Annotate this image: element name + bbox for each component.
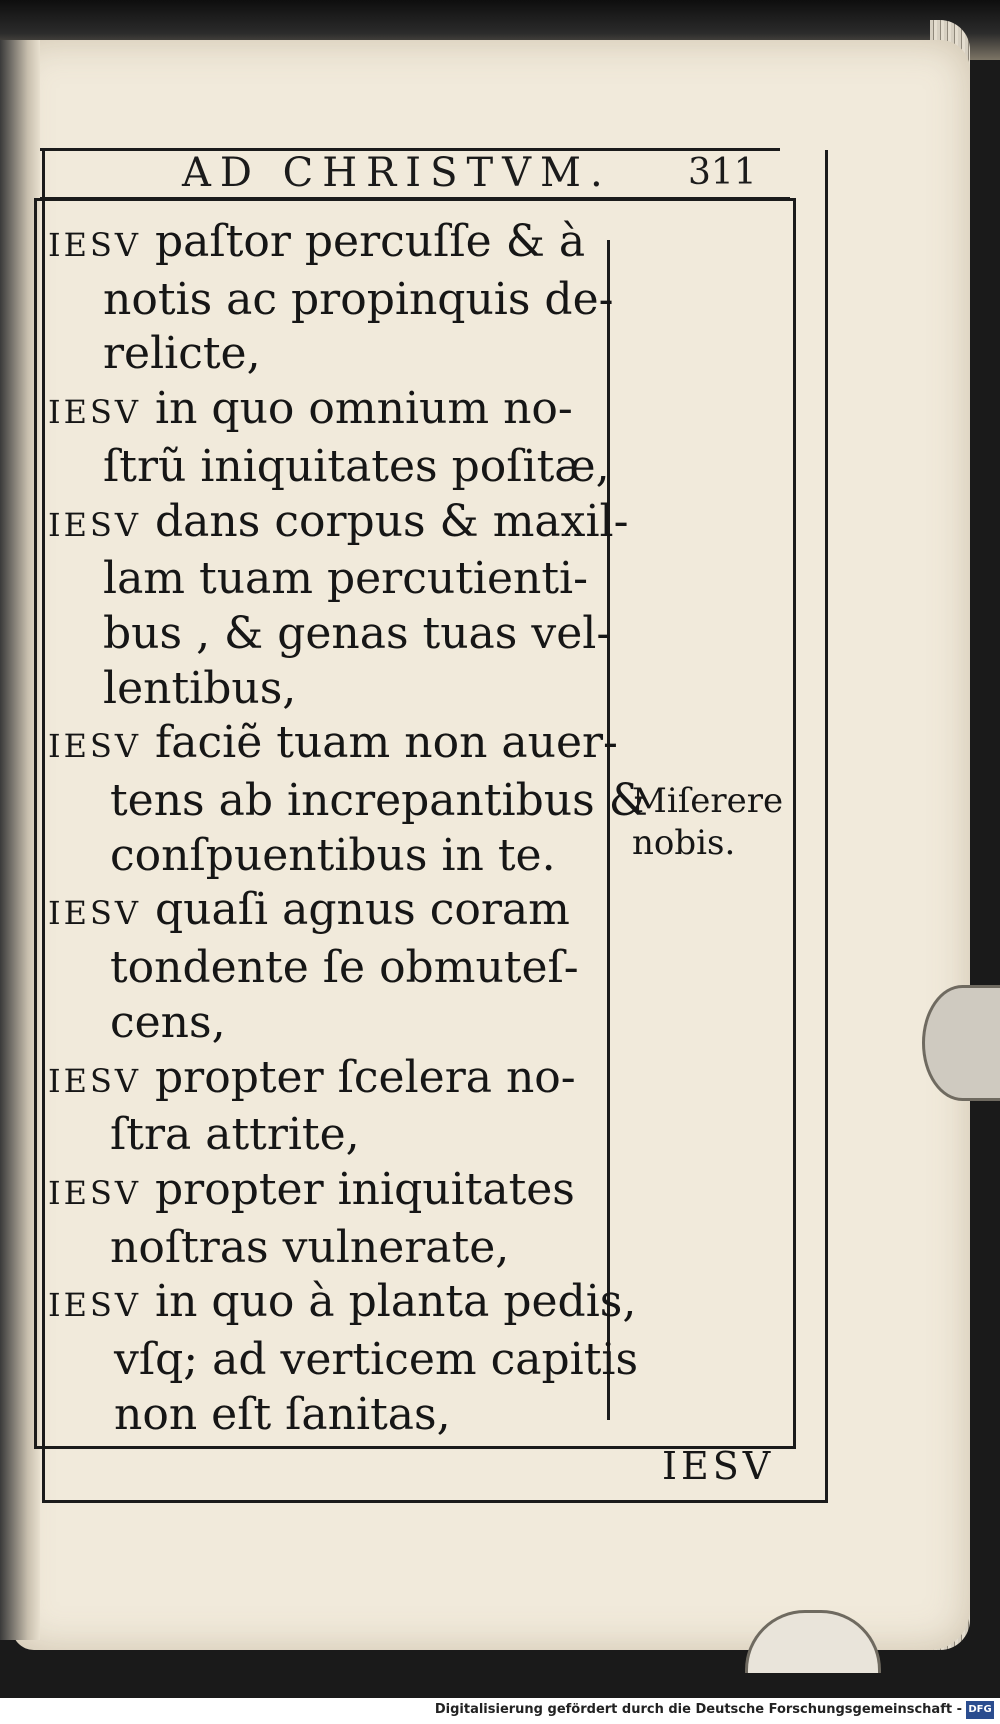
text-line bbox=[48, 941, 608, 996]
invocation-word: IESV bbox=[48, 1061, 142, 1100]
line-text: propter ſcelera no- bbox=[141, 1051, 576, 1103]
litany-text bbox=[48, 215, 648, 1442]
line-text: non eſt ſanitas, bbox=[114, 1388, 451, 1440]
text-line bbox=[48, 607, 612, 662]
line-text: ſtrũ iniquitates poſitæ, bbox=[103, 440, 610, 492]
line-text: quaſi agnus coram bbox=[141, 884, 570, 936]
text-line bbox=[48, 1275, 637, 1333]
invocation-word: IESV bbox=[48, 894, 142, 933]
text-line bbox=[48, 1388, 608, 1443]
line-text: lam tuam percutienti- bbox=[103, 553, 588, 605]
clasp-right bbox=[922, 985, 1000, 1101]
line-text: tens ab increpantibus & bbox=[110, 775, 648, 827]
dfg-logo: DFG bbox=[966, 1701, 994, 1719]
text-line bbox=[48, 1108, 608, 1163]
invocation-word: IESV bbox=[48, 1286, 142, 1325]
text-line bbox=[48, 774, 648, 829]
text-line bbox=[48, 829, 608, 884]
page-number: 311 bbox=[688, 152, 757, 193]
line-text: in quo omnium no- bbox=[141, 383, 573, 435]
line-text: paſtor percuſſe & à bbox=[141, 216, 586, 267]
text-line bbox=[48, 716, 618, 774]
line-text: faciẽ tuam non auer- bbox=[141, 717, 618, 769]
invocation-word: IESV bbox=[48, 727, 142, 766]
text-line bbox=[48, 662, 608, 717]
text-line bbox=[48, 273, 614, 328]
invocation-word: IESV bbox=[48, 1173, 142, 1212]
text-line bbox=[48, 552, 608, 607]
line-text: noſtras vulnerate, bbox=[110, 1221, 510, 1273]
text-line bbox=[48, 1163, 608, 1221]
invocation-word: IESV bbox=[48, 226, 142, 264]
text-line bbox=[48, 327, 608, 382]
text-line bbox=[48, 996, 608, 1051]
line-text: cens, bbox=[110, 996, 226, 1048]
digitization-footer bbox=[0, 1698, 1000, 1724]
refrain bbox=[632, 780, 783, 864]
invocation-word: IESV bbox=[48, 393, 142, 432]
line-text: vſq; ad verticem capitis bbox=[114, 1334, 639, 1386]
line-text: relicte, bbox=[103, 328, 261, 380]
line-text: notis ac propinquis de- bbox=[103, 273, 614, 325]
text-line bbox=[48, 215, 608, 273]
catchword: IESV bbox=[662, 1444, 775, 1488]
refrain-line-1: Miſerere bbox=[632, 781, 784, 821]
line-text: dans corpus & maxil- bbox=[141, 495, 629, 547]
line-text: lentibus, bbox=[103, 662, 297, 714]
text-line bbox=[48, 1221, 608, 1276]
line-text: conſpuentibus in te. bbox=[110, 829, 556, 881]
text-line bbox=[48, 382, 608, 440]
refrain-line-2: nobis. bbox=[632, 823, 736, 863]
header-rule-lower bbox=[40, 197, 790, 199]
text-line bbox=[48, 440, 608, 495]
invocation-word: IESV bbox=[48, 505, 142, 544]
line-text: in quo à planta pedis, bbox=[141, 1276, 637, 1328]
text-line bbox=[48, 883, 608, 941]
text-line bbox=[48, 495, 629, 553]
text-line bbox=[48, 1051, 608, 1109]
line-text: propter iniquitates bbox=[141, 1163, 575, 1215]
footer-credit: Digitalisierung gefördert durch die Deutsche Forschungsgemeinschaft - bbox=[434, 1702, 962, 1717]
line-text: bus , & genas tuas vel- bbox=[103, 607, 612, 659]
line-text: ſtra attrite, bbox=[110, 1109, 360, 1161]
running-title: AD CHRISTVM. bbox=[182, 150, 612, 196]
text-line bbox=[48, 1333, 639, 1388]
line-text: tondente ſe obmuteſ- bbox=[110, 942, 579, 994]
